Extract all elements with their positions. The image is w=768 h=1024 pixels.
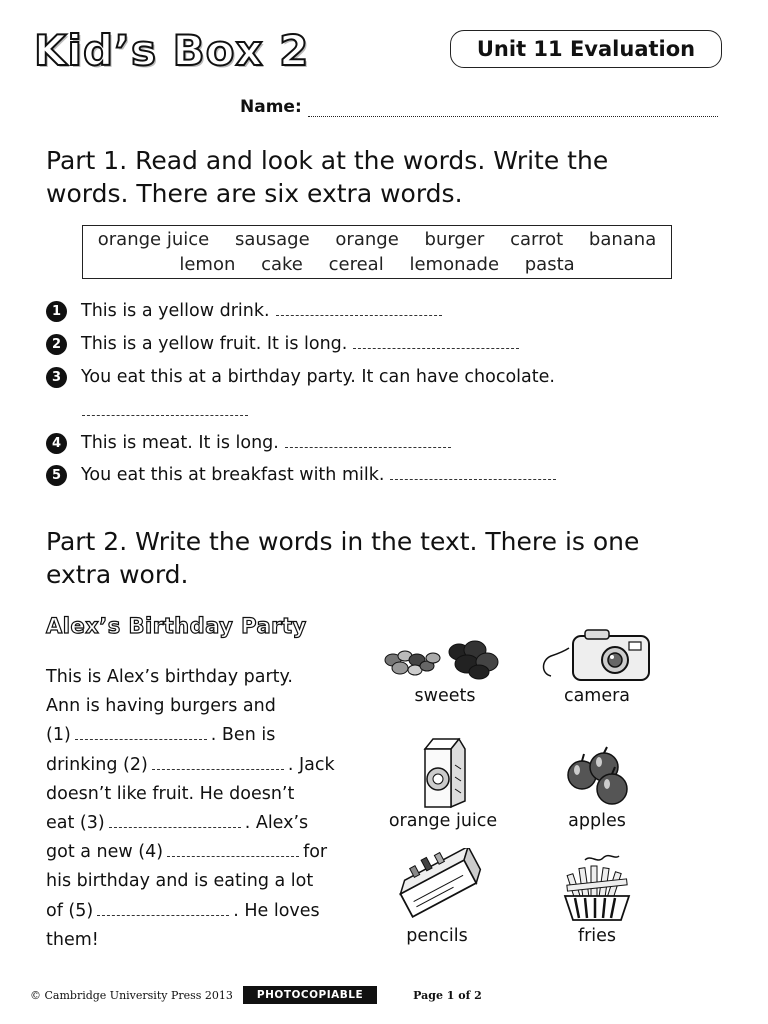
story-line: doesn’t like fruit. He doesn’t — [46, 783, 295, 804]
part2-title-line2: extra word. — [46, 560, 189, 589]
picture-label: fries — [577, 926, 617, 946]
story-line — [46, 897, 356, 926]
copyright: © Cambridge University Press 2013 — [30, 988, 233, 1002]
part2-title — [46, 525, 736, 591]
story-fragment: (1) — [46, 725, 71, 746]
story-fragment: . He loves — [233, 900, 320, 921]
answer-blank-5[interactable] — [390, 466, 556, 480]
name-label: Name: — [240, 97, 302, 117]
story-line — [46, 809, 356, 838]
question-text: You eat this at breakfast with milk. — [81, 465, 385, 485]
question-1 — [46, 300, 726, 322]
word-bank-row1 — [83, 227, 671, 252]
picture-label: sweets — [414, 686, 476, 706]
question-number: 4 — [46, 433, 67, 454]
word-bank-item: pasta — [524, 254, 575, 275]
fries-icon — [557, 852, 637, 924]
juice-carton-icon — [403, 735, 483, 809]
answer-blank-1[interactable] — [276, 302, 442, 316]
story-title: Alex’s Birthday Party — [46, 614, 307, 638]
story-fragment: . Alex’s — [244, 813, 309, 834]
photocopiable-badge: PHOTOCOPIABLE — [243, 986, 377, 1004]
story-fragment: . Ben is — [210, 725, 276, 746]
picture-label: apples — [568, 811, 626, 831]
picture-fries — [522, 852, 672, 946]
name-field[interactable] — [308, 103, 718, 117]
story-line: his birthday and is eating a lot — [46, 871, 314, 892]
picture-orange-juice — [368, 735, 518, 831]
story-line — [46, 721, 356, 750]
answer-blank-4[interactable] — [285, 434, 451, 448]
story-blank-4[interactable] — [167, 843, 299, 857]
question-number: 2 — [46, 334, 67, 355]
camera-icon — [537, 626, 657, 684]
question-number: 1 — [46, 301, 67, 322]
page-number: Page 1 of 2 — [413, 988, 482, 1002]
question-5 — [46, 464, 726, 486]
word-bank-item: burger — [424, 229, 485, 250]
unit-badge: Unit 11 Evaluation — [450, 30, 722, 68]
story-fragment: for — [303, 842, 328, 863]
word-bank-item: orange juice — [97, 229, 210, 250]
sweets-icon — [375, 630, 515, 684]
part2-title-line1: Part 2. Write the words in the text. There is one — [46, 527, 640, 556]
story-line: This is Alex’s birthday party. — [46, 667, 293, 687]
picture-pencils — [362, 848, 512, 946]
question-4 — [46, 432, 726, 454]
word-bank-item: cake — [261, 254, 303, 275]
question-text: This is meat. It is long. — [81, 433, 279, 453]
word-bank-item: sausage — [234, 229, 310, 250]
answer-blank-3[interactable] — [82, 402, 248, 416]
story-blank-3[interactable] — [109, 814, 241, 828]
name-row — [240, 97, 718, 117]
part1-title-line1: Part 1. Read and look at the words. Write the — [46, 146, 609, 175]
question-text: You eat this at a birthday party. It can have chocolate. — [81, 367, 555, 387]
question-text: This is a yellow drink. — [81, 301, 270, 321]
story-fragment: of (5) — [46, 900, 94, 921]
question-number: 5 — [46, 465, 67, 486]
picture-sweets — [370, 630, 520, 706]
picture-apples — [522, 745, 672, 831]
story-fragment: . Jack — [287, 754, 335, 775]
story-fragment: eat (3) — [46, 813, 105, 834]
picture-label: pencils — [406, 926, 468, 946]
story-line: Ann is having burgers and — [46, 696, 276, 717]
word-bank-item: carrot — [510, 229, 564, 250]
apples-icon — [552, 745, 642, 809]
story-line — [46, 838, 356, 867]
part1-title-line2: words. There are six extra words. — [46, 179, 463, 208]
part1-title — [46, 144, 736, 210]
story-text — [46, 663, 356, 955]
question-3 — [46, 366, 726, 388]
question-2 — [46, 333, 726, 355]
story-fragment: drinking (2) — [46, 754, 148, 775]
word-bank-item: orange — [335, 229, 399, 250]
pencil-box-icon — [392, 848, 482, 924]
story-fragment: got a new (4) — [46, 842, 164, 863]
word-bank-row2 — [83, 252, 671, 277]
word-bank-item: cereal — [328, 254, 384, 275]
word-bank-item: banana — [588, 229, 657, 250]
story-blank-1[interactable] — [75, 726, 207, 740]
word-bank — [82, 225, 672, 279]
word-bank-item: lemon — [179, 254, 236, 275]
story-line: them! — [46, 929, 99, 950]
story-blank-5[interactable] — [97, 902, 229, 916]
kids-box-logo: Kid’s Box 2 — [34, 26, 310, 75]
question-text: This is a yellow fruit. It is long. — [81, 334, 348, 354]
story-blank-2[interactable] — [152, 756, 284, 770]
picture-label: camera — [563, 686, 631, 706]
picture-label: orange juice — [388, 811, 498, 831]
story-line — [46, 751, 356, 780]
word-bank-item: lemonade — [409, 254, 500, 275]
question-number: 3 — [46, 367, 67, 388]
answer-blank-2[interactable] — [353, 335, 519, 349]
footer — [30, 985, 730, 1005]
picture-camera — [522, 626, 672, 706]
